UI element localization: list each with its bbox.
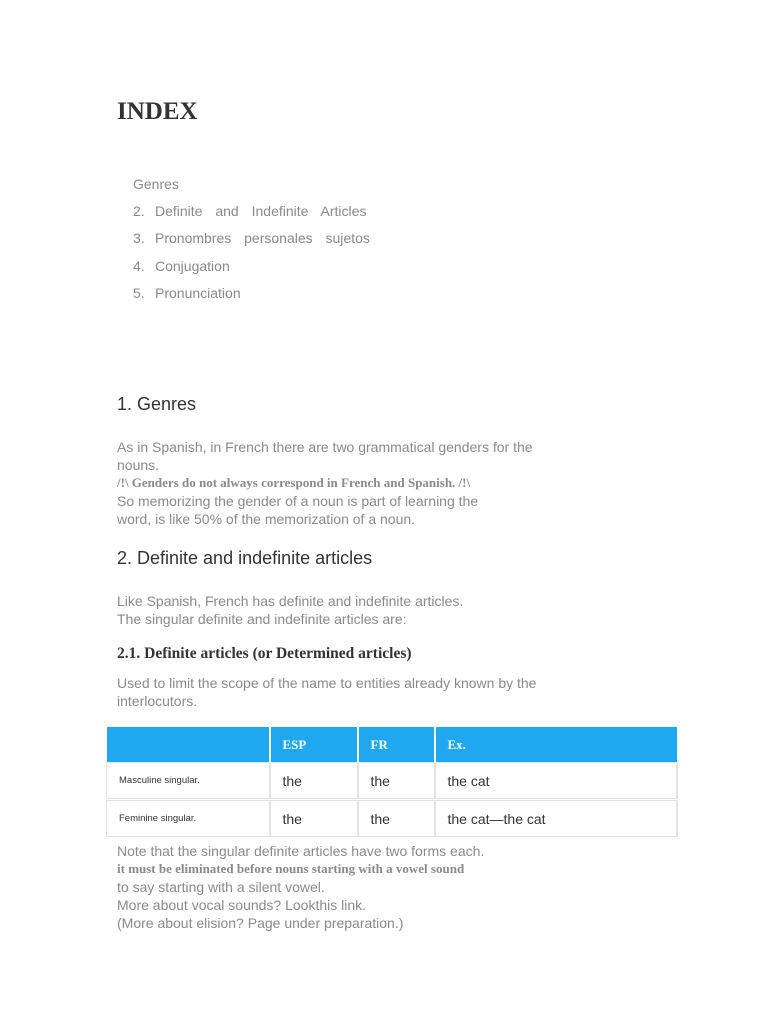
toc-item-label: Definite and Indefinite Articles	[155, 203, 367, 220]
body-line: Used to limit the scope of the name to entities already known by the	[117, 675, 537, 691]
subsection-definite-body	[117, 674, 536, 710]
body-line: The singular definite and indefinite articles are:	[117, 611, 407, 627]
table-cell: the	[358, 801, 435, 837]
definite-articles-table	[106, 727, 678, 837]
toc-item-label: Conjugation	[155, 257, 230, 274]
body-line: Like Spanish, French has definite and indefinite articles.	[117, 593, 464, 609]
section-articles-body	[117, 592, 463, 628]
body-line: word, is like 50% of the memorization of a noun.	[117, 511, 416, 527]
body-line: interlocutors.	[117, 693, 198, 709]
toc-item[interactable]	[133, 229, 370, 256]
body-line: to say starting with a silent vowel.	[117, 879, 325, 895]
page-title: INDEX	[117, 98, 198, 125]
section-articles-heading: 2. Definite and indefinite articles	[117, 548, 373, 568]
elision-rule: it must be eliminated before nouns starting with a vowel sound	[117, 861, 465, 876]
elision-note: (More about elision? Page under preparation.)	[117, 915, 404, 931]
table-of-contents	[133, 175, 370, 311]
table-row	[107, 763, 677, 799]
table-cell: the	[358, 763, 435, 799]
toc-item[interactable]	[133, 284, 370, 311]
toc-item[interactable]	[133, 257, 370, 284]
table-cell: Masculine singular.	[107, 763, 270, 799]
table-header-cell: ESP	[270, 727, 358, 763]
toc-item-number: 5.	[133, 284, 145, 301]
toc-item-label: Pronunciation	[155, 284, 241, 301]
toc-item-number: 3.	[133, 230, 145, 247]
body-line: Note that the singular definite articles have two forms each.	[117, 843, 485, 859]
table-header-cell	[107, 727, 270, 763]
body-line: nouns.	[117, 457, 160, 473]
toc-item-number: 4.	[133, 257, 145, 274]
table-header-row	[107, 727, 677, 763]
table-cell: the cat	[435, 763, 677, 799]
toc-item-number: 2.	[133, 203, 145, 220]
table-cell: the	[270, 801, 358, 837]
section-genres-body	[117, 438, 533, 528]
notes-block	[117, 842, 484, 932]
section-genres-heading: 1. Genres	[117, 394, 197, 414]
body-line: As in Spanish, in French there are two grammatical genders for the	[117, 439, 533, 455]
toc-item[interactable]	[133, 202, 370, 229]
table-header-cell: FR	[358, 727, 435, 763]
toc-item-label: Genres	[133, 176, 179, 192]
table-header-cell: Ex.	[435, 727, 677, 763]
table-cell: the	[270, 763, 358, 799]
body-line: So memorizing the gender of a noun is part of learning the	[117, 493, 479, 509]
toc-item-label: Pronombres personales sujetos	[155, 230, 370, 247]
vocal-sounds-link[interactable]: More about vocal sounds? Lookthis link.	[117, 897, 367, 913]
subsection-definite-heading: 2.1. Definite articles (or Determined articles)	[117, 645, 412, 662]
gender-warning: /!\ Genders do not always correspond in French and Spanish. /!\	[117, 475, 471, 490]
table-cell: Feminine singular.	[107, 801, 270, 837]
table-cell: the cat—the cat	[435, 801, 677, 837]
toc-item[interactable]	[133, 175, 370, 202]
table-row	[107, 801, 677, 837]
